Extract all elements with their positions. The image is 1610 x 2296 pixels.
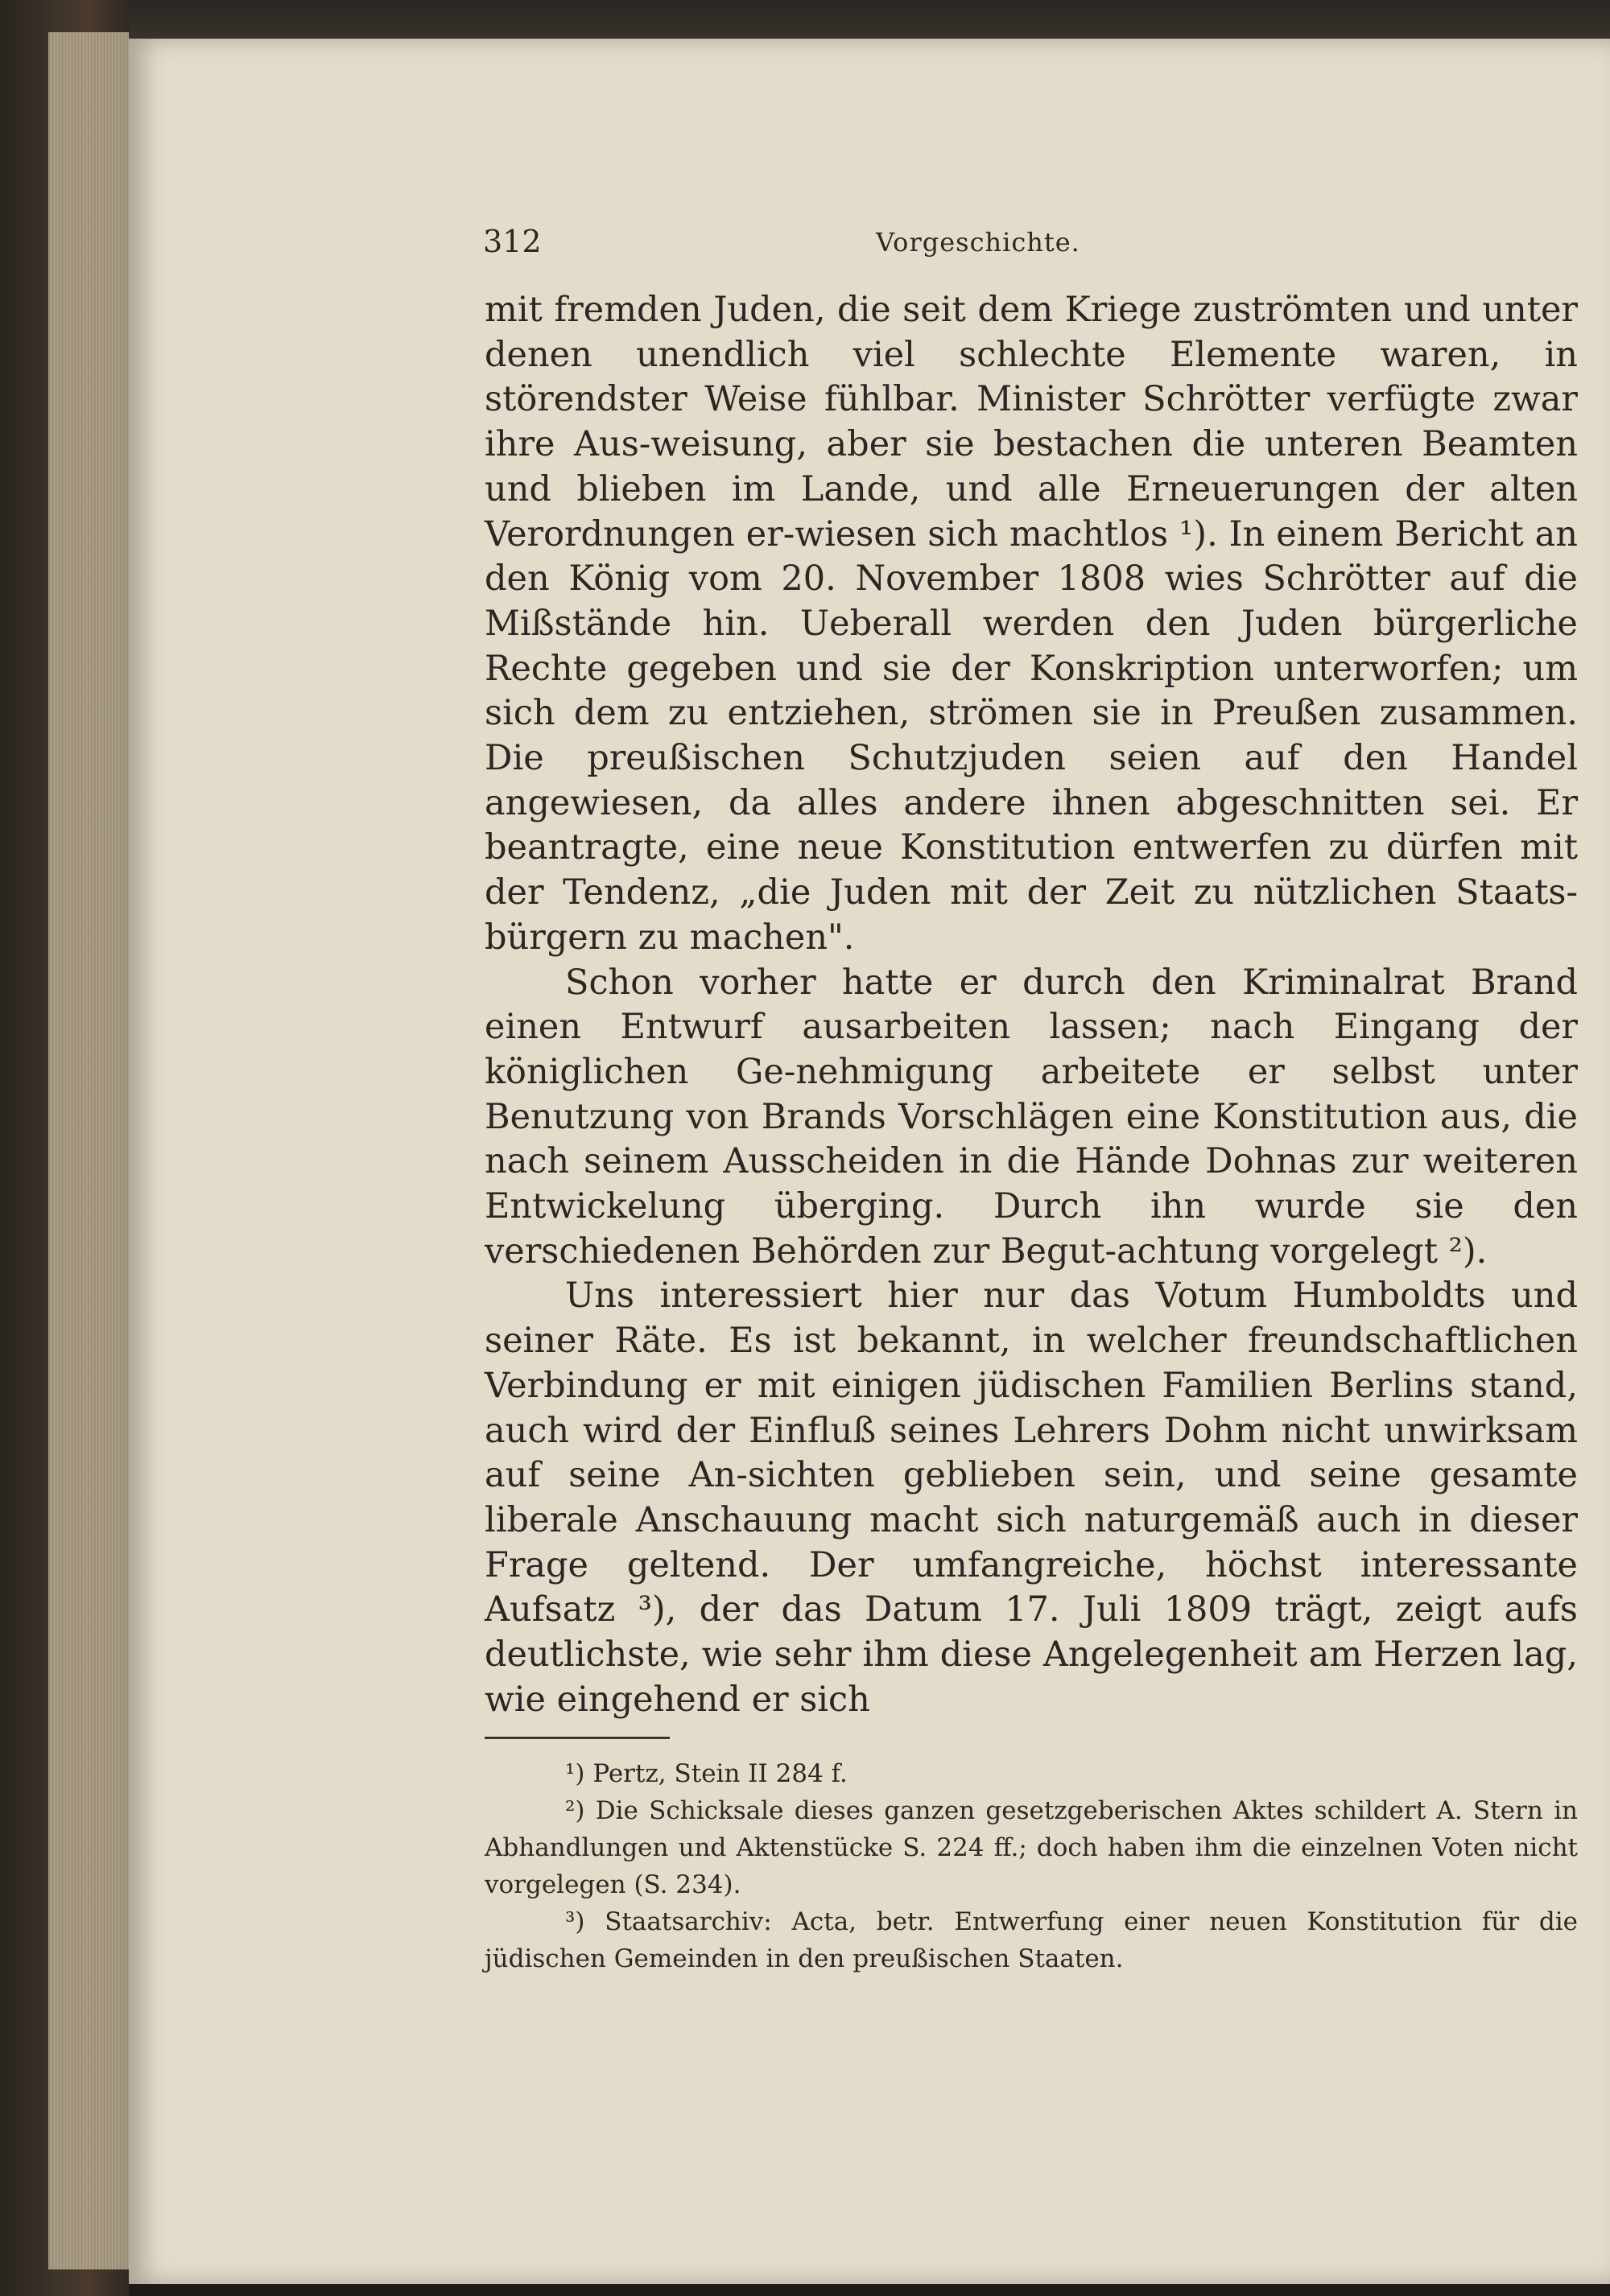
page-number: 312	[483, 224, 542, 259]
footnote-1: ¹) Pertz, Stein II 284 f.	[565, 1759, 848, 1788]
page-stack-edge	[48, 32, 129, 2269]
footnotes	[485, 1755, 1578, 1977]
page-header	[129, 224, 1610, 272]
paragraph-2: Schon vorher hatte er durch den Kriminalrat Brand einen Entwurf ausarbeiten lassen; nach Eingang der königlichen Ge-nehmigung arbeitete er selbst unter Benutzung von Brands Vorschlägen eine Konstitution aus, die nach seinem Ausscheiden in die Hände Dohnas zur weiteren Entwickelung überging. Durch ihn wurde sie den verschiedenen Behörden zur Begut-achtung vorgelegt ²).	[485, 962, 1578, 1272]
book-page	[129, 39, 1610, 2284]
paragraph-1: mit fremden Juden, die seit dem Kriege zuströmten und unter denen unendlich viel schlechte Elemente waren, in störendster Weise fühlbar. Minister Schrötter verfügte zwar ihre Aus-weisung, aber sie bestachen die unteren Beamten und blieben im Lande, und alle Erneuerungen der alten Verordnungen er-wiesen sich machtlos ¹). In einem Bericht an den König vom 20. November 1808 wies Schrötter auf die Mißstände hin. Ueberall werden den Juden bürgerliche Rechte gegeben und sie der Konskription unterworfen; um sich dem zu entziehen, strömen sie in Preußen zusammen. Die preußischen Schutzjuden seien auf den Handel angewiesen, da alles andere ihnen abgeschnitten sei. Er beantragte, eine neue Konstitution entwerfen zu dürfen mit der Tendenz, „die Juden mit der Zeit zu nützlichen Staats-bürgern zu machen".	[485, 290, 1578, 958]
footnote-2: ²) Die Schicksale dieses ganzen gesetzgeberischen Aktes schildert A. Stern in Abhandlungen und Aktenstücke S. 224 ff.; doch haben ihm die einzelnen Voten nicht vorgelegen (S. 234).	[485, 1796, 1578, 1899]
footnote-3: ³) Staatsarchiv: Acta, betr. Entwerfung einer neuen Konstitution für die jüdischen Gemeinden in den preußischen Staaten.	[485, 1907, 1578, 1973]
book-top-edge	[0, 0, 1610, 44]
body-text	[485, 288, 1578, 1723]
running-title: Vorgeschichte.	[876, 227, 1080, 258]
footnote-divider	[485, 1737, 670, 1739]
paragraph-3: Uns interessiert hier nur das Votum Humboldts und seiner Räte. Es ist bekannt, in welcher freundschaftlichen Verbindung er mit einigen jüdischen Familien Berlins stand, auch wird der Einfluß seines Lehrers Dohm nicht unwirksam auf seine An-sichten geblieben sein, und seine gesamte liberale Anschauung macht sich naturgemäß auch in dieser Frage geltend. Der umfangreiche, höchst interessante Aufsatz ³), der das Datum 17. Juli 1809 trägt, zeigt aufs deutlichste, wie sehr ihm diese Angelegenheit am Herzen lag, wie eingehend er sich	[485, 1276, 1578, 1720]
